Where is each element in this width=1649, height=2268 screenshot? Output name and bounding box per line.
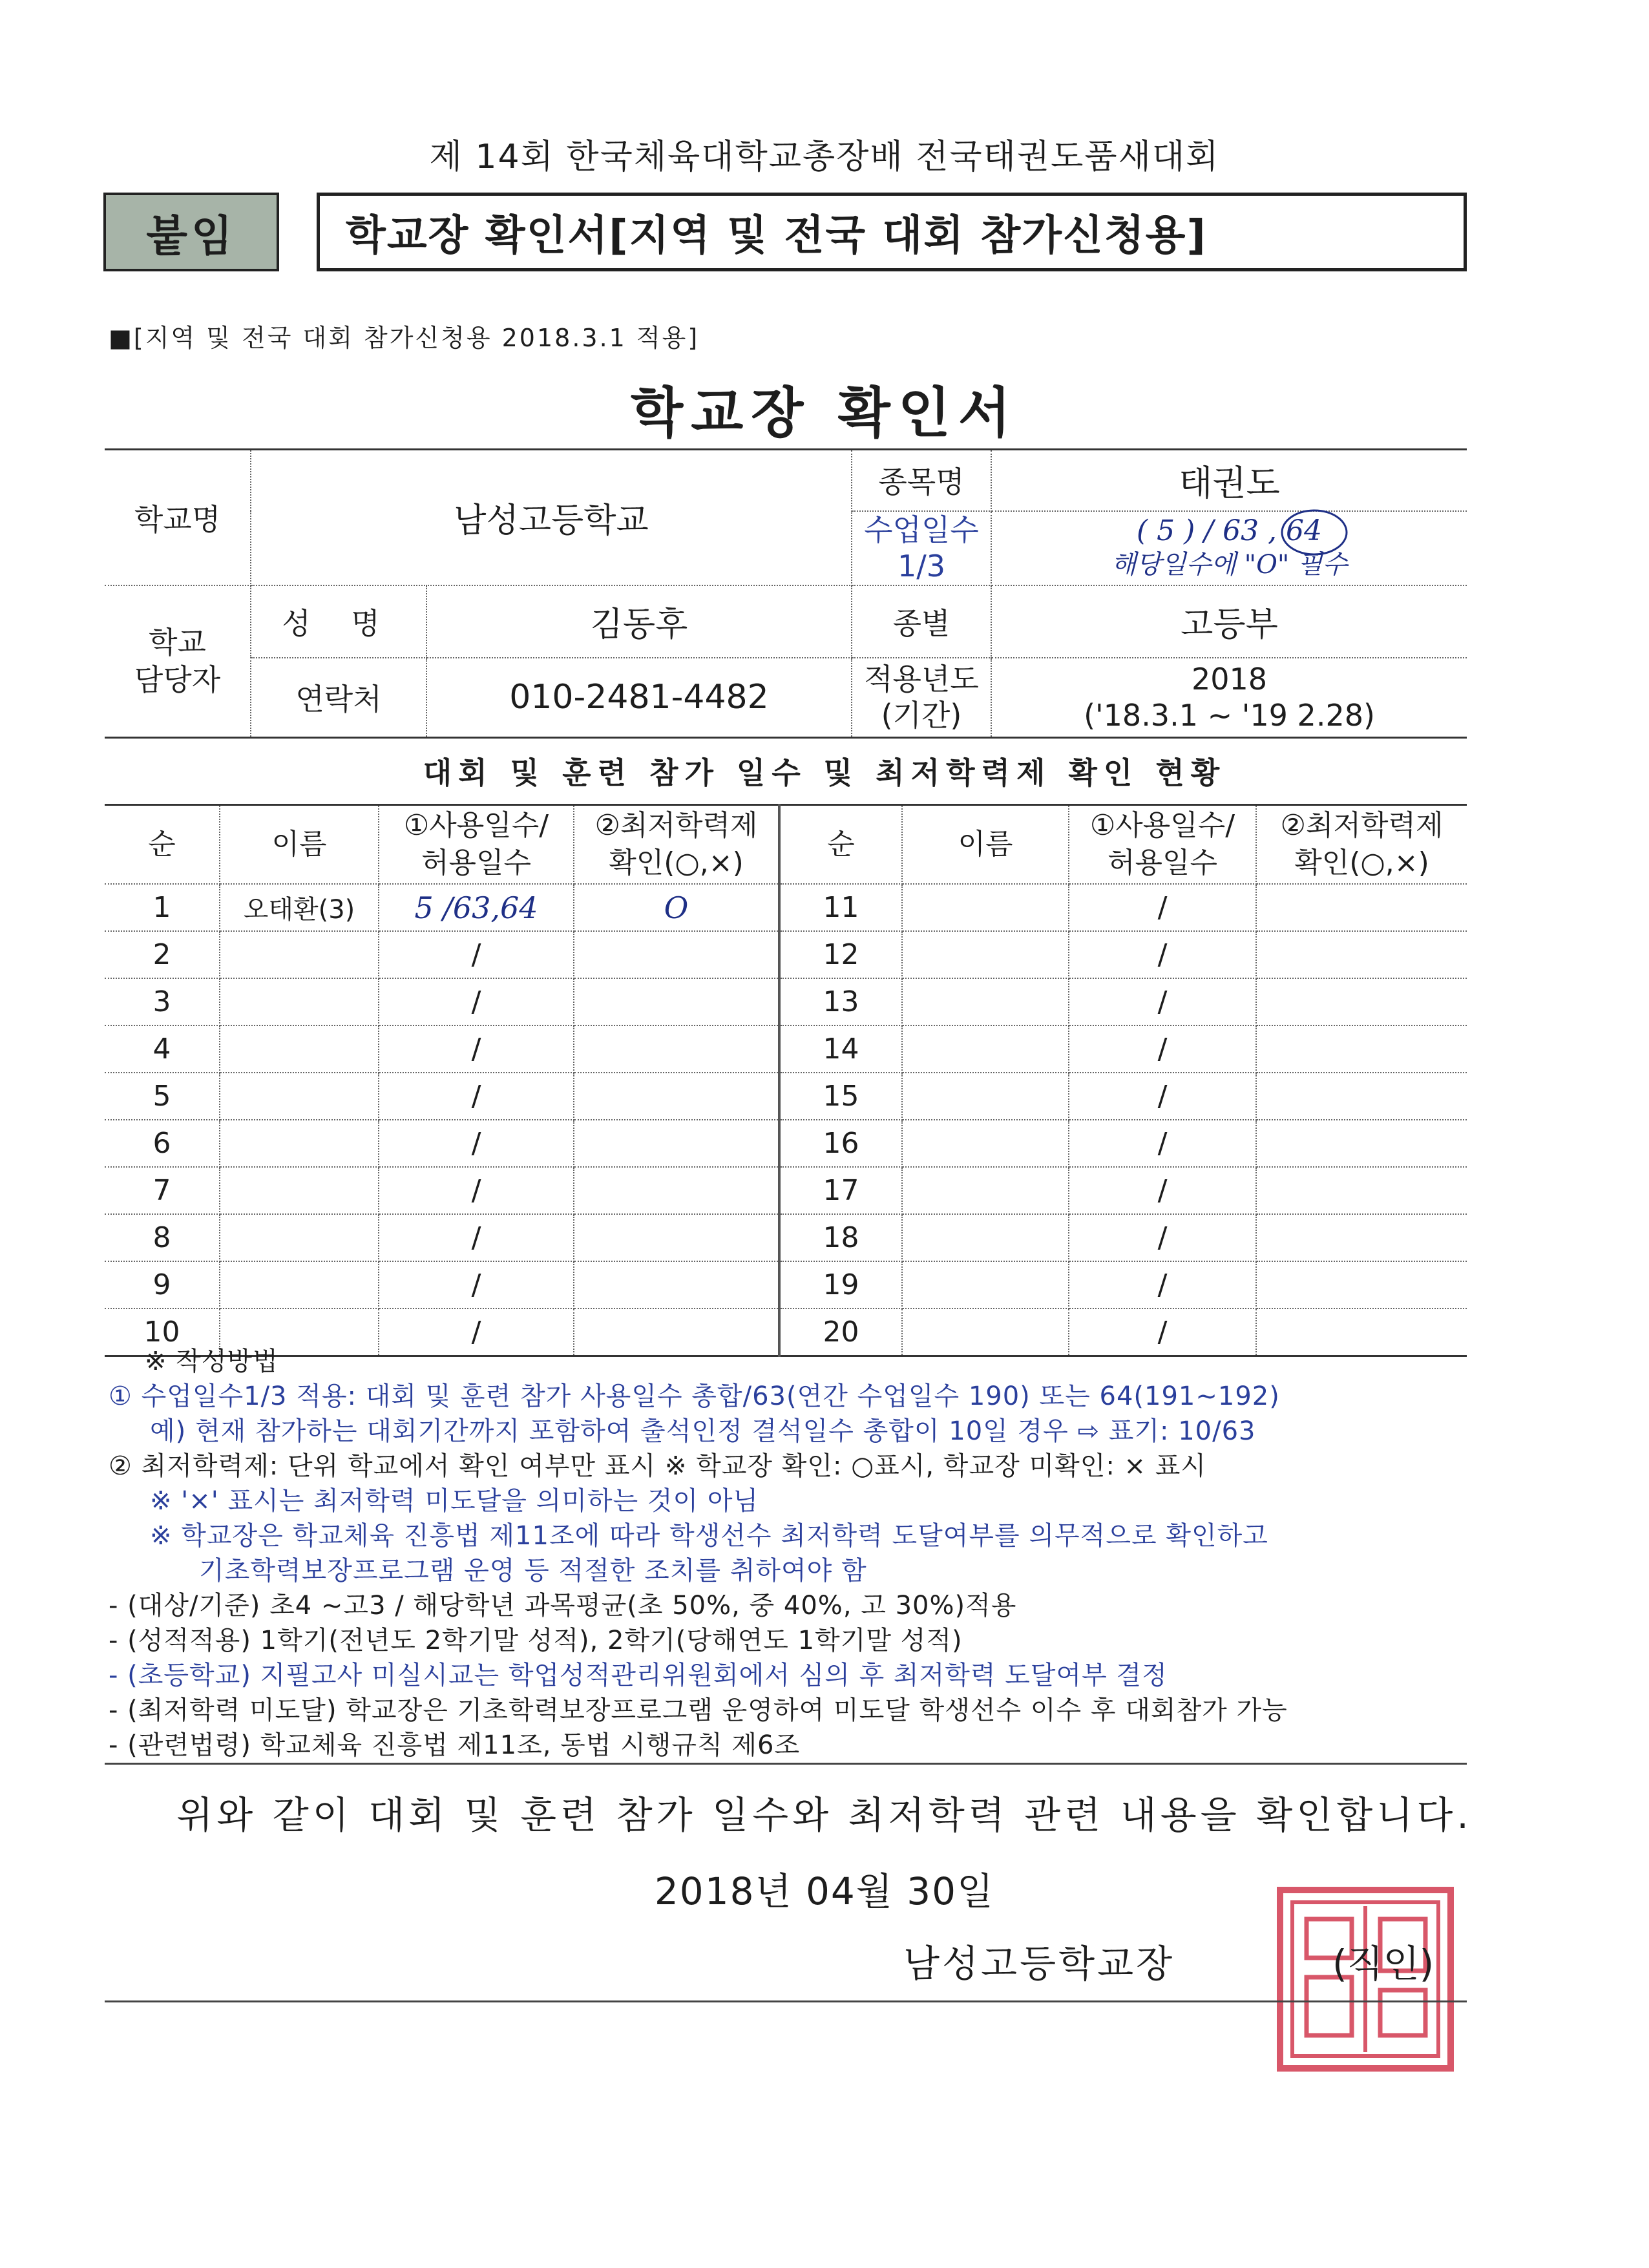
circle-mark-icon <box>1279 507 1350 558</box>
header-min-1: ②최저학력제 <box>1280 809 1444 842</box>
year-label <box>852 658 991 738</box>
row-no: 8 <box>105 1214 220 1261</box>
row-name <box>220 1214 379 1261</box>
row-name <box>220 1120 379 1167</box>
instruction-7: - (대상/기준) 초4 ~고3 / 해당학년 과목평균(초 50%, 중 40%, 고 30%)적용 <box>109 1591 1017 1621</box>
document-title: 학교장 확인서[지역 및 전국 대회 참가신청용] <box>317 193 1467 271</box>
row-days: / <box>379 1073 574 1120</box>
row-days: / <box>1069 1025 1256 1073</box>
row-days: / <box>1069 1261 1256 1308</box>
row-days: 5 /63,64 <box>379 884 574 931</box>
row-days: / <box>379 1214 574 1261</box>
row-name <box>220 1025 379 1073</box>
row-min <box>1256 1073 1467 1120</box>
row-min <box>1256 1167 1467 1214</box>
participants-table <box>105 804 1467 1357</box>
contact-label: 연락처 <box>251 658 426 738</box>
row-min <box>1256 978 1467 1025</box>
principal-name: 남성고등학교장 <box>903 1942 1175 1986</box>
row-name <box>220 978 379 1025</box>
header-days-2: 허용일수 <box>421 846 531 879</box>
attachment-label: 붙임 <box>103 193 279 271</box>
row-days: / <box>1069 884 1256 931</box>
row-name <box>220 1261 379 1308</box>
row-name <box>902 1261 1069 1308</box>
days-label-text: 수업일수 <box>864 512 979 547</box>
row-days: / <box>379 931 574 978</box>
row-name <box>902 1120 1069 1167</box>
row-min <box>1256 1025 1467 1073</box>
row-name <box>220 1167 379 1214</box>
row-min <box>1256 1261 1467 1308</box>
instruction-11: - (관련법령) 학교체육 진흥법 제11조, 동법 시행규칙 제6조 <box>109 1730 801 1760</box>
row-no: 16 <box>779 1120 902 1167</box>
row-min <box>574 1214 779 1261</box>
table-row <box>105 931 1467 978</box>
row-no: 1 <box>105 884 220 931</box>
table-row <box>105 1261 1467 1308</box>
days-value: ( 5 ) / 63 , 64 <box>1136 514 1323 547</box>
header-days-2: 허용일수 <box>1107 846 1217 879</box>
row-min <box>574 1025 779 1073</box>
row-name <box>902 978 1069 1025</box>
divider-line <box>105 1763 1467 1765</box>
year-value-cell <box>991 658 1467 738</box>
year-label-1: 적용년도 <box>864 662 979 697</box>
row-min <box>1256 884 1467 931</box>
row-min <box>1256 1214 1467 1261</box>
participants-body <box>105 805 1467 1356</box>
instruction-2: 예) 현재 참가하는 대회기간까지 포함하여 출석인정 결석일수 총합이 10일 경우 ⇨ 표기: 10/63 <box>150 1416 1256 1446</box>
header-no-left: 순 <box>105 805 220 885</box>
header-no-right: 순 <box>779 805 902 885</box>
table-row <box>105 1167 1467 1214</box>
row-no: 13 <box>779 978 902 1025</box>
row-no: 5 <box>105 1073 220 1120</box>
manager-label-2: 담당자 <box>134 662 221 698</box>
confirmation-text: 위와 같이 대회 및 훈련 참가 일수와 최저학력 관련 내용을 확인합니다. <box>176 1793 1473 1837</box>
table-row <box>105 1073 1467 1120</box>
header-name-right: 이름 <box>902 805 1069 885</box>
header-min-2: 확인(○,×) <box>1294 846 1429 879</box>
header-min-2: 확인(○,×) <box>609 846 744 879</box>
header-name-left: 이름 <box>220 805 379 885</box>
row-min: O <box>574 884 779 931</box>
row-days: / <box>379 1167 574 1214</box>
row-days: / <box>379 978 574 1025</box>
instructions-heading: ※ 작성방법 <box>145 1347 278 1376</box>
header-days-left <box>379 805 574 885</box>
row-days: / <box>1069 1167 1256 1214</box>
instructions <box>109 1344 1472 1763</box>
row-no: 6 <box>105 1120 220 1167</box>
row-min <box>574 1261 779 1308</box>
row-min <box>574 978 779 1025</box>
period-value: ('18.3.1 ~ '19 2.28) <box>1084 698 1375 733</box>
days-note: 해당일수에 "O" 필수 <box>1111 550 1348 580</box>
instruction-3: ② 최저학력제: 단위 학교에서 확인 여부만 표시 ※ 학교장 확인: ○표시, 학교장 미확인: × 표시 <box>109 1451 1207 1481</box>
table-header-row <box>105 805 1467 885</box>
table-row <box>105 978 1467 1025</box>
division-label: 종별 <box>852 585 991 658</box>
section-title: 대회 및 훈련 참가 일수 및 최저학력제 확인 현황 <box>423 755 1226 790</box>
row-name <box>220 931 379 978</box>
row-no: 20 <box>779 1308 902 1356</box>
row-name <box>220 1073 379 1120</box>
year-value: 2018 <box>1191 662 1268 697</box>
row-name: 오태환(3) <box>220 884 379 931</box>
header-days-right <box>1069 805 1256 885</box>
row-no: 12 <box>779 931 902 978</box>
manager-label-1: 학교 <box>149 625 206 660</box>
row-no: 15 <box>779 1073 902 1120</box>
row-days: / <box>379 1025 574 1073</box>
form-title: 학교장 확인서 <box>630 381 1019 445</box>
row-no: 19 <box>779 1261 902 1308</box>
instruction-1: ① 수업일수1/3 적용: 대회 및 훈련 참가 사용일수 총합/63(연간 수업일수 190) 또는 64(191~192) <box>109 1381 1280 1411</box>
row-days: / <box>1069 1214 1256 1261</box>
instruction-6: 기초학력보장프로그램 운영 등 적절한 조치를 취하여야 함 <box>199 1556 867 1586</box>
table-row <box>105 884 1467 931</box>
header-days-1: ①사용일수/ <box>1089 809 1235 842</box>
division-value: 고등부 <box>991 585 1467 658</box>
header-min-right <box>1256 805 1467 885</box>
row-name <box>902 1025 1069 1073</box>
days-label <box>852 511 991 585</box>
instruction-5: ※ 학교장은 학교체육 진흥법 제11조에 따라 학생선수 최저학력 도달여부를 의무적으로 확인하고 <box>150 1521 1268 1551</box>
event-value: 태권도 <box>991 450 1467 511</box>
row-name <box>902 1167 1069 1214</box>
contact-value: 010-2481-4482 <box>426 658 852 738</box>
row-name <box>902 884 1069 931</box>
row-days: / <box>1069 1308 1256 1356</box>
row-no: 18 <box>779 1214 902 1261</box>
event-label: 종목명 <box>852 450 991 511</box>
event-title: 제 14회 한국체육대학교총장배 전국태권도품새대회 <box>429 138 1220 176</box>
row-days: / <box>1069 1073 1256 1120</box>
row-days: / <box>1069 1120 1256 1167</box>
info-table <box>105 448 1467 739</box>
row-days: / <box>1069 978 1256 1025</box>
name-value: 김동후 <box>426 585 852 658</box>
row-days: / <box>379 1261 574 1308</box>
row-no: 9 <box>105 1261 220 1308</box>
days-fraction: 1/3 <box>897 549 946 583</box>
row-min <box>574 1120 779 1167</box>
instruction-9: - (초등학교) 지필고사 미실시교는 학업성적관리위원회에서 심의 후 최저학력 도달여부 결정 <box>109 1661 1168 1690</box>
school-label: 학교명 <box>105 450 251 585</box>
days-value-cell <box>991 511 1467 585</box>
bottom-divider-line <box>105 2000 1467 2002</box>
school-value: 남성고등학교 <box>251 450 852 585</box>
row-no: 7 <box>105 1167 220 1214</box>
name-label: 성 명 <box>251 585 426 658</box>
row-min <box>1256 1120 1467 1167</box>
year-label-2: (기간) <box>881 698 962 733</box>
row-name <box>902 1073 1069 1120</box>
row-no: 10 <box>105 1308 220 1356</box>
instruction-10: - (최저학력 미도달) 학교장은 기초학력보장프로그램 운영하여 미도달 학생선수 이수 후 대회참가 가능 <box>109 1696 1288 1725</box>
row-days: / <box>1069 931 1256 978</box>
header-min-1: ②최저학력제 <box>594 809 758 842</box>
row-no: 17 <box>779 1167 902 1214</box>
row-no: 11 <box>779 884 902 931</box>
row-min <box>1256 931 1467 978</box>
row-min <box>574 1167 779 1214</box>
row-name <box>902 1214 1069 1261</box>
seal-label: (직인) <box>1332 1942 1434 1986</box>
header-days-1: ①사용일수/ <box>403 809 549 842</box>
table-row <box>105 1120 1467 1167</box>
instruction-4: ※ '×' 표시는 최저학력 미도달을 의미하는 것이 아님 <box>150 1486 759 1516</box>
manager-label <box>105 585 251 738</box>
header-min-left <box>574 805 779 885</box>
row-no: 14 <box>779 1025 902 1073</box>
issue-date: 2018년 04월 30일 <box>654 1869 995 1913</box>
table-row <box>105 1214 1467 1261</box>
row-no: 4 <box>105 1025 220 1073</box>
note-line: ■[지역 및 전국 대회 참가신청용 2018.3.1 적용] <box>109 324 700 352</box>
row-days: / <box>379 1308 574 1356</box>
row-name <box>902 931 1069 978</box>
row-no: 3 <box>105 978 220 1025</box>
table-row <box>105 1025 1467 1073</box>
row-no: 2 <box>105 931 220 978</box>
row-min <box>574 931 779 978</box>
instruction-8: - (성적적용) 1학기(전년도 2학기말 성적), 2학기(당해연도 1학기말 성적) <box>109 1626 963 1655</box>
row-min <box>574 1073 779 1120</box>
row-days: / <box>379 1120 574 1167</box>
